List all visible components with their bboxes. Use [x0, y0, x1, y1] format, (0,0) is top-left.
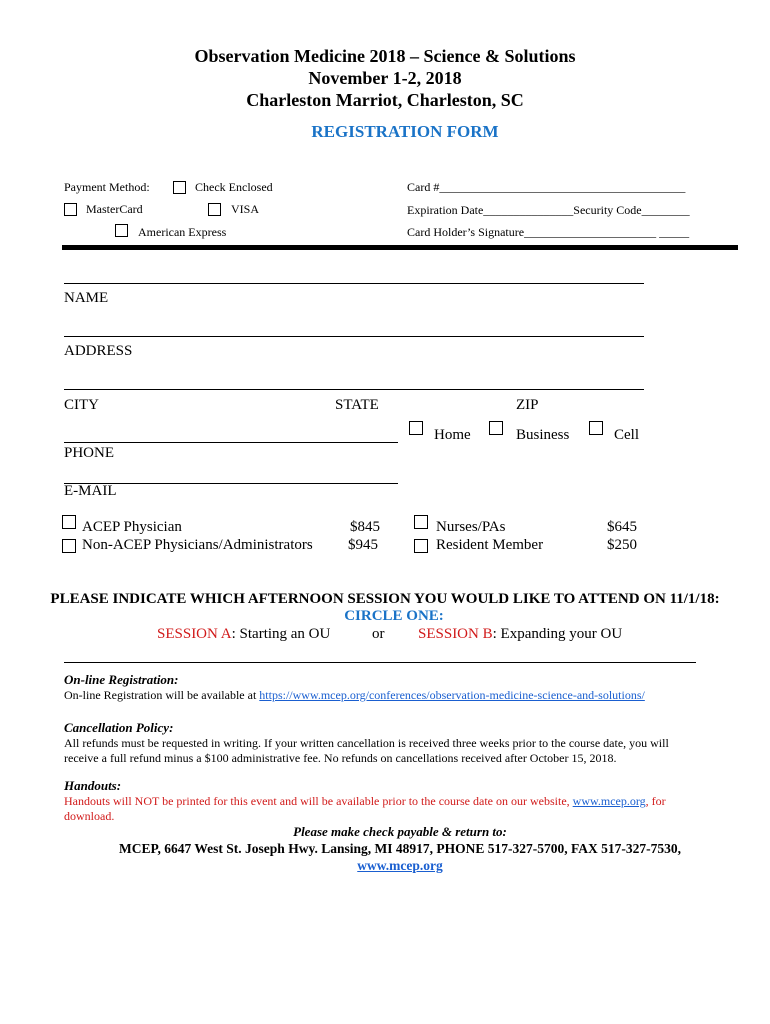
handouts-heading: Handouts: [64, 778, 122, 793]
footer-website [0, 858, 770, 874]
business-label: Business [516, 427, 570, 443]
card-number-field[interactable]: Card #_________________________________________ [407, 180, 686, 194]
resident-checkbox[interactable] [414, 539, 428, 553]
nurses-checkbox[interactable] [414, 515, 428, 529]
session-b-label[interactable]: SESSION B [418, 626, 493, 642]
session-b [418, 626, 622, 643]
non-acep-label: Non-ACEP Physicians/Administrators [82, 537, 313, 553]
online-registration-link[interactable]: https://www.mcep.org/conferences/observation-medicine-science-and-solutions/ [259, 688, 645, 702]
email-label: E-MAIL [64, 483, 117, 499]
signature-field[interactable]: Card Holder’s Signature______________________ _____ [407, 225, 690, 239]
nurses-price: $645 [607, 519, 637, 535]
or-text: or [372, 626, 385, 642]
info-divider [64, 662, 696, 663]
session-a-text: : Starting an OU [231, 626, 331, 642]
cancellation-line-2: receive a full refund minus a $100 administrative fee. No refunds on cancellations received after October 15, 2018. [64, 751, 617, 765]
acep-price: $845 [350, 519, 380, 535]
non-acep-price: $945 [348, 537, 378, 553]
handouts-line-2: download. [64, 809, 115, 823]
mcep-address: MCEP, 6647 West St. Joseph Hwy. Lansing, MI 48917, PHONE 517-327-5700, FAX 517-327-7530, [119, 841, 681, 856]
mastercard-label: MasterCard [86, 202, 143, 216]
amex-checkbox[interactable] [115, 224, 128, 237]
business-checkbox[interactable] [489, 421, 503, 435]
expiration-field[interactable]: Expiration Date_______________Security Code________ [407, 203, 690, 217]
title-line-1: Observation Medicine 2018 – Science & Solutions [194, 46, 576, 66]
online-heading: On-line Registration: [64, 672, 179, 687]
handouts-text: Handouts will NOT be printed for this event and will be available prior to the course date on our website, [64, 794, 573, 808]
session-b-text: : Expanding your OU [492, 626, 623, 642]
event-title [0, 45, 770, 111]
cancellation-line-1: All refunds must be requested in writing. If your written cancellation is received three weeks prior to the course date, you will [64, 736, 669, 750]
zip-label: ZIP [516, 397, 539, 413]
mcep-website-link[interactable]: www.mcep.org [357, 858, 443, 873]
amex-label: American Express [138, 225, 227, 239]
payment-method-label: Payment Method: [64, 180, 150, 194]
home-label: Home [434, 427, 471, 443]
nurses-label: Nurses/PAs [436, 519, 506, 535]
city-state-zip-line[interactable] [64, 389, 644, 390]
cell-checkbox[interactable] [589, 421, 603, 435]
handouts-line-end: , for [645, 794, 666, 808]
phone-label: PHONE [64, 445, 115, 461]
visa-label: VISA [231, 202, 260, 216]
acep-label: ACEP Physician [82, 519, 182, 535]
online-text-label: On-line Registration will be available at [64, 688, 260, 702]
check-enclosed-label: Check Enclosed [195, 180, 273, 194]
city-label: CITY [64, 397, 99, 413]
form-title: REGISTRATION FORM [311, 122, 499, 141]
resident-price: $250 [607, 537, 637, 553]
payable-heading: Please make check payable & return to: [293, 824, 507, 839]
session-a-label[interactable]: SESSION A [157, 626, 232, 642]
address-line[interactable] [64, 336, 644, 337]
cancellation-heading: Cancellation Policy: [64, 720, 174, 735]
name-line[interactable] [64, 283, 644, 284]
handouts-line-1 [64, 794, 666, 809]
check-enclosed-checkbox[interactable] [173, 181, 186, 194]
non-acep-checkbox[interactable] [62, 539, 76, 553]
title-line-2: November 1-2, 2018 [308, 68, 462, 88]
circle-one: CIRCLE ONE: [344, 608, 444, 624]
phone-line[interactable] [64, 442, 398, 443]
state-label: STATE [335, 397, 379, 413]
address-label: ADDRESS [64, 343, 133, 359]
acep-checkbox[interactable] [62, 515, 76, 529]
session-choice [157, 626, 330, 643]
resident-label: Resident Member [436, 537, 544, 553]
mastercard-checkbox[interactable] [64, 203, 77, 216]
section-divider [62, 245, 738, 250]
handouts-website-link[interactable]: www.mcep.org [572, 794, 646, 808]
home-checkbox[interactable] [409, 421, 423, 435]
session-instruction: PLEASE INDICATE WHICH AFTERNOON SESSION YOU WOULD LIKE TO ATTEND ON 11/1/18: [50, 591, 720, 607]
cell-label: Cell [614, 427, 639, 443]
title-line-3: Charleston Marriot, Charleston, SC [246, 90, 524, 110]
name-label: NAME [64, 290, 109, 306]
online-text [64, 688, 645, 703]
visa-checkbox[interactable] [208, 203, 221, 216]
